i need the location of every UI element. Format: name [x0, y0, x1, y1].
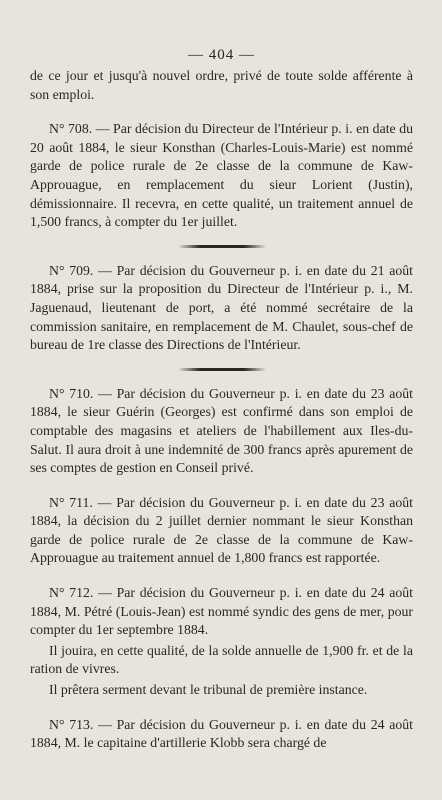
article-709 — [30, 262, 413, 355]
article-711-text: N° 711. — Par décision du Gouverneur p. i. en date du 23 août 1884, la décision du 2 juillet dernier nommant le sieur Konsthan garde de police rurale de 2e classe de la commune de Kaw-Approuague au traitement annuel de 1,800 francs est rapportée. — [30, 494, 413, 566]
page-number: — 404 — — [188, 47, 255, 63]
article-708 — [30, 120, 413, 232]
article-709-text: N° 709. — Par décision du Gouverneur p. i. en date du 21 août 1884, prise sur la proposition du Directeur de l'Intérieur p. i., M. Jaguenaud, lieutenant de port, a été nommé secrétaire de la commission sanitaire, en remplacement de M. Chaulet, sous-chef de bureau de 1re classe des Directions de l'Intérieur. — [30, 262, 413, 353]
article-713 — [30, 716, 413, 753]
separator-rule — [178, 368, 266, 371]
separator-rule — [178, 245, 266, 248]
article-708-text: N° 708. — Par décision du Directeur de l'Intérieur p. i. en date du 20 août 1884, le sieur Konsthan (Charles-Louis-Marie) est nommé garde de police rurale de 2e classe de la commune de Kaw-Approuague, en remplacement du sieur Lorient (Justin), démissionnaire. Il recevra, en cette qualité, un traitement annuel de 1,500 francs, à compter du 1er juillet. — [30, 121, 413, 230]
article-713-text: N° 713. — Par décision du Gouverneur p. i. en date du 24 août 1884, M. le capitaine d'artillerie Klobb sera chargé de — [30, 716, 413, 751]
article-712-text: N° 712. — Par décision du Gouverneur p. i. en date du 24 août 1884, M. Pétré (Louis-Jean) est nommé syndic des gens de mer, pour compter du 1er septembre 1884. — [30, 585, 413, 638]
article-710-text: N° 710. — Par décision du Gouverneur p. i. en date du 23 août 1884, le sieur Guérin (Georges) est confirmé dans son emploi de comptable des magasins et ateliers de l'habillement aux Iles-du-Salut. Il aura droit à une indemnité de 300 francs après apurement de ses comptes de gestion en Conseil privé. — [30, 385, 413, 476]
article-712-sub-1: Il jouira, en cette qualité, de la solde annuelle de 1,900 fr. et de la ration de vivres. — [30, 642, 413, 677]
article-712-sub-2: Il prêtera serment devant le tribunal de première instance. — [49, 682, 368, 698]
article-710 — [30, 385, 413, 478]
opening-paragraph: de ce jour et jusqu'à nouvel ordre, privé de toute solde afférente à son emploi. — [30, 68, 413, 102]
article-712 — [30, 584, 413, 700]
article-711 — [30, 494, 413, 568]
